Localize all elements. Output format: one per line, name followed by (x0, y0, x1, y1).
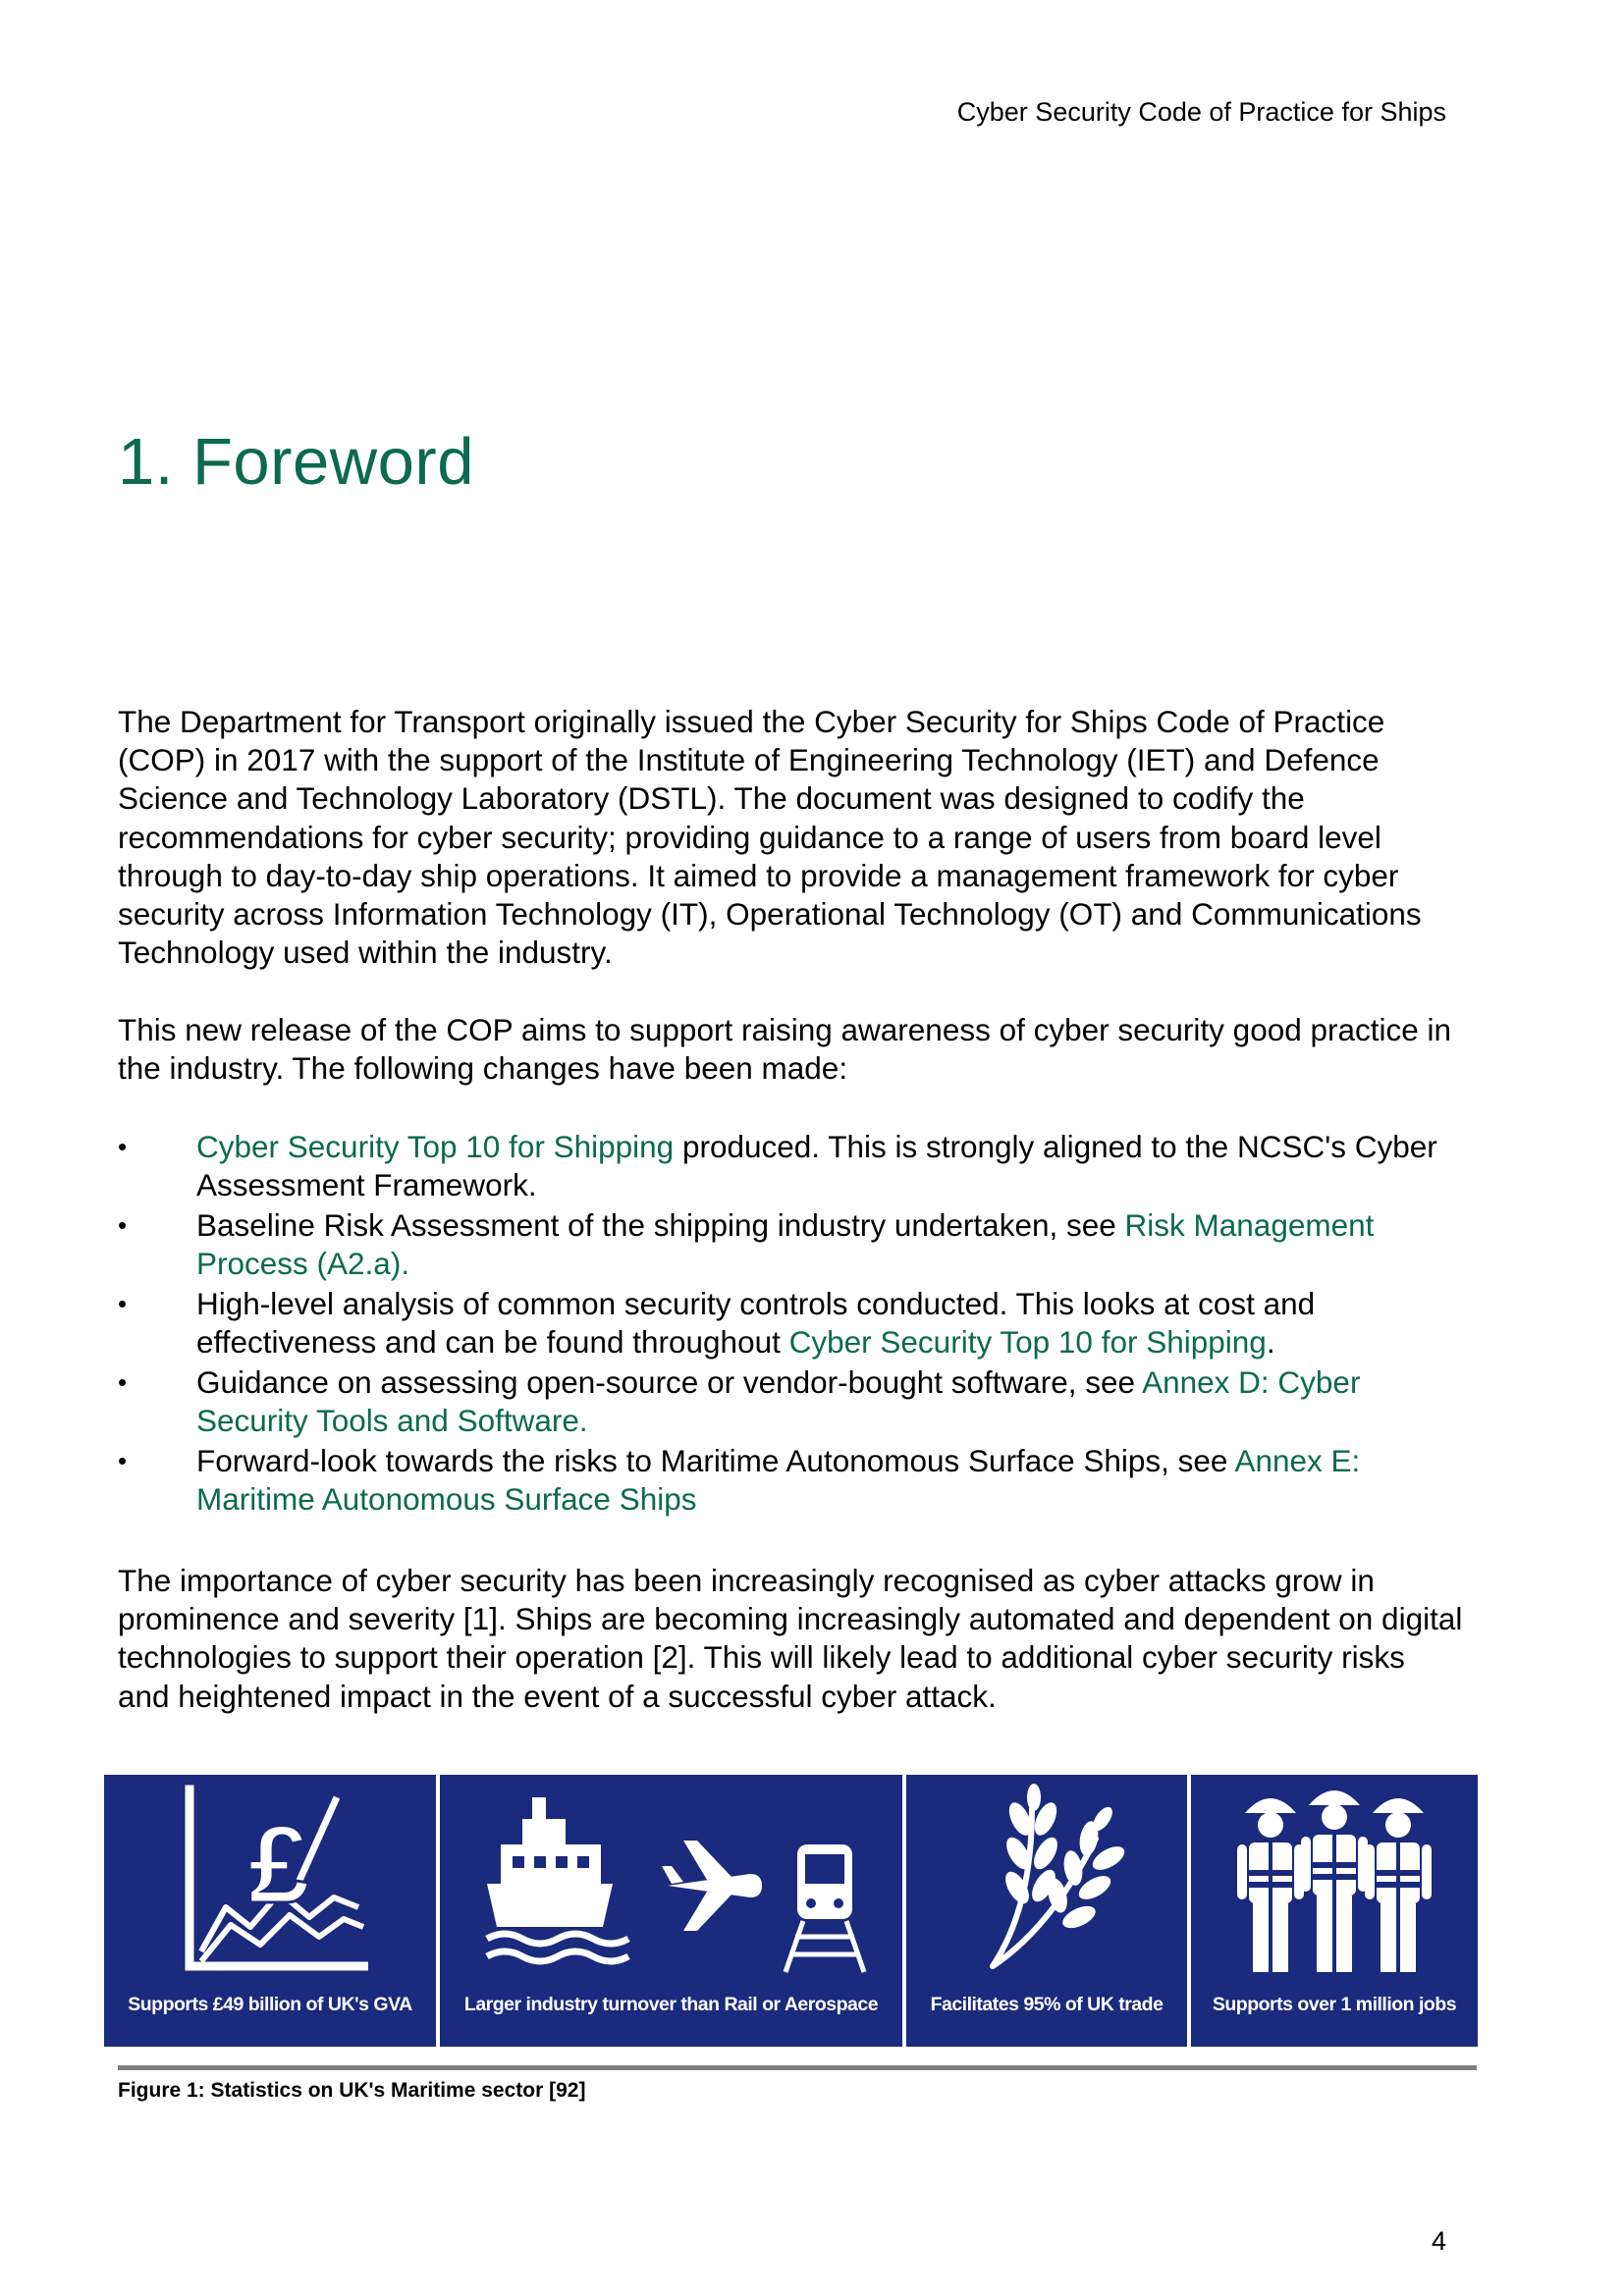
section-title: 1. Foreword (118, 425, 474, 499)
page-number: 4 (1431, 2226, 1446, 2256)
list-item (118, 1442, 1463, 1519)
link-risk-management[interactable]: Risk Management Process (A2.a). (196, 1206, 1375, 1282)
item-text: Guidance on assessing open-source or vendor-bought software, see (196, 1363, 1143, 1400)
bullet-icon: • (118, 1209, 128, 1240)
item-text: . (1266, 1324, 1275, 1361)
link-annex-e[interactable]: Annex E: Maritime Autonomous Surface Ships (196, 1442, 1361, 1517)
list-item (118, 1206, 1463, 1283)
bullet-icon: • (118, 1132, 128, 1161)
intro-paragraph: The Department for Transport originally issued the Cyber Security for Ships Code of Practice (COP) in 2017 with the support of the Institute of Engineering Technology (IET) and Defence Science and Technology Laboratory (DSTL). The document was designed to codify the recommendations for cyber security; providing guidance to a range of users from board level through to day-to-day ship operations. It aimed to provide a management framework for cyber security across Information Technology (IT), Operational Technology (OT) and Communications Technology used within the industry. (118, 704, 1422, 971)
item-text: produced. This is strongly aligned to the NCSC's Cyber Assessment Framework. (196, 1129, 1437, 1203)
running-header: Cyber Security Code of Practice for Ships (956, 97, 1446, 127)
link-top10[interactable]: Cyber Security Top 10 for Shipping (788, 1324, 1267, 1361)
link-annex-d[interactable]: Annex D: Cyber Security Tools and Software. (196, 1363, 1361, 1438)
wheat-icon (963, 1780, 1130, 1976)
list-item (118, 1363, 1463, 1440)
item-text: Baseline Risk Assessment of the shipping industry undertaken, see (196, 1206, 1125, 1243)
bullet-icon: • (118, 1366, 128, 1397)
maritime-stats-figure (104, 1775, 1483, 2047)
stat-panel-trade (906, 1775, 1187, 2047)
figure-caption: Figure 1: Statistics on UK's Maritime sector [92] (118, 2079, 586, 2102)
workers-icon (1231, 1780, 1437, 1976)
svg-text:£: £ (248, 1803, 310, 1926)
pound-chart-icon (172, 1780, 368, 1976)
stat-caption: Supports over 1 million jobs (1212, 1994, 1457, 2015)
ship-plane-train-icon (465, 1780, 878, 1976)
stat-panel-gva (104, 1775, 436, 2047)
link-top10[interactable]: Cyber Security Top 10 for Shipping (196, 1129, 675, 1164)
bullet-icon: • (118, 1288, 128, 1318)
figure-divider (118, 2065, 1477, 2070)
stat-caption: Facilitates 95% of UK trade (930, 1994, 1164, 2015)
bullet-icon: • (118, 1445, 128, 1475)
importance-paragraph: The importance of cyber security has been increasingly recognised as cyber attacks grow in prominence and severity [1]. Ships are becoming increasingly automated and dependent on digital technologies to support their operation [2]. This will likely lead to additional cyber security risks and heightened impact in the event of a successful cyber attack. (118, 1563, 1463, 1714)
item-text: Forward-look towards the risks to Maritime Autonomous Surface Ships, see (196, 1442, 1235, 1478)
changes-list (118, 1128, 1463, 1521)
item-text: High-level analysis of common security controls conducted. This looks at cost and effectiveness and can be found throughout (196, 1285, 1316, 1361)
list-item (118, 1128, 1463, 1204)
list-item (118, 1285, 1463, 1362)
stat-caption: Larger industry turnover than Rail or Aerospace (463, 1994, 879, 2015)
stat-panel-jobs (1191, 1775, 1478, 2047)
stat-panel-turnover (440, 1775, 902, 2047)
stat-caption: Supports £49 billion of UK's GVA (128, 1994, 412, 2015)
release-paragraph: This new release of the COP aims to support raising awareness of cyber security good practice in the industry. The following changes have been made: (118, 1012, 1452, 1087)
